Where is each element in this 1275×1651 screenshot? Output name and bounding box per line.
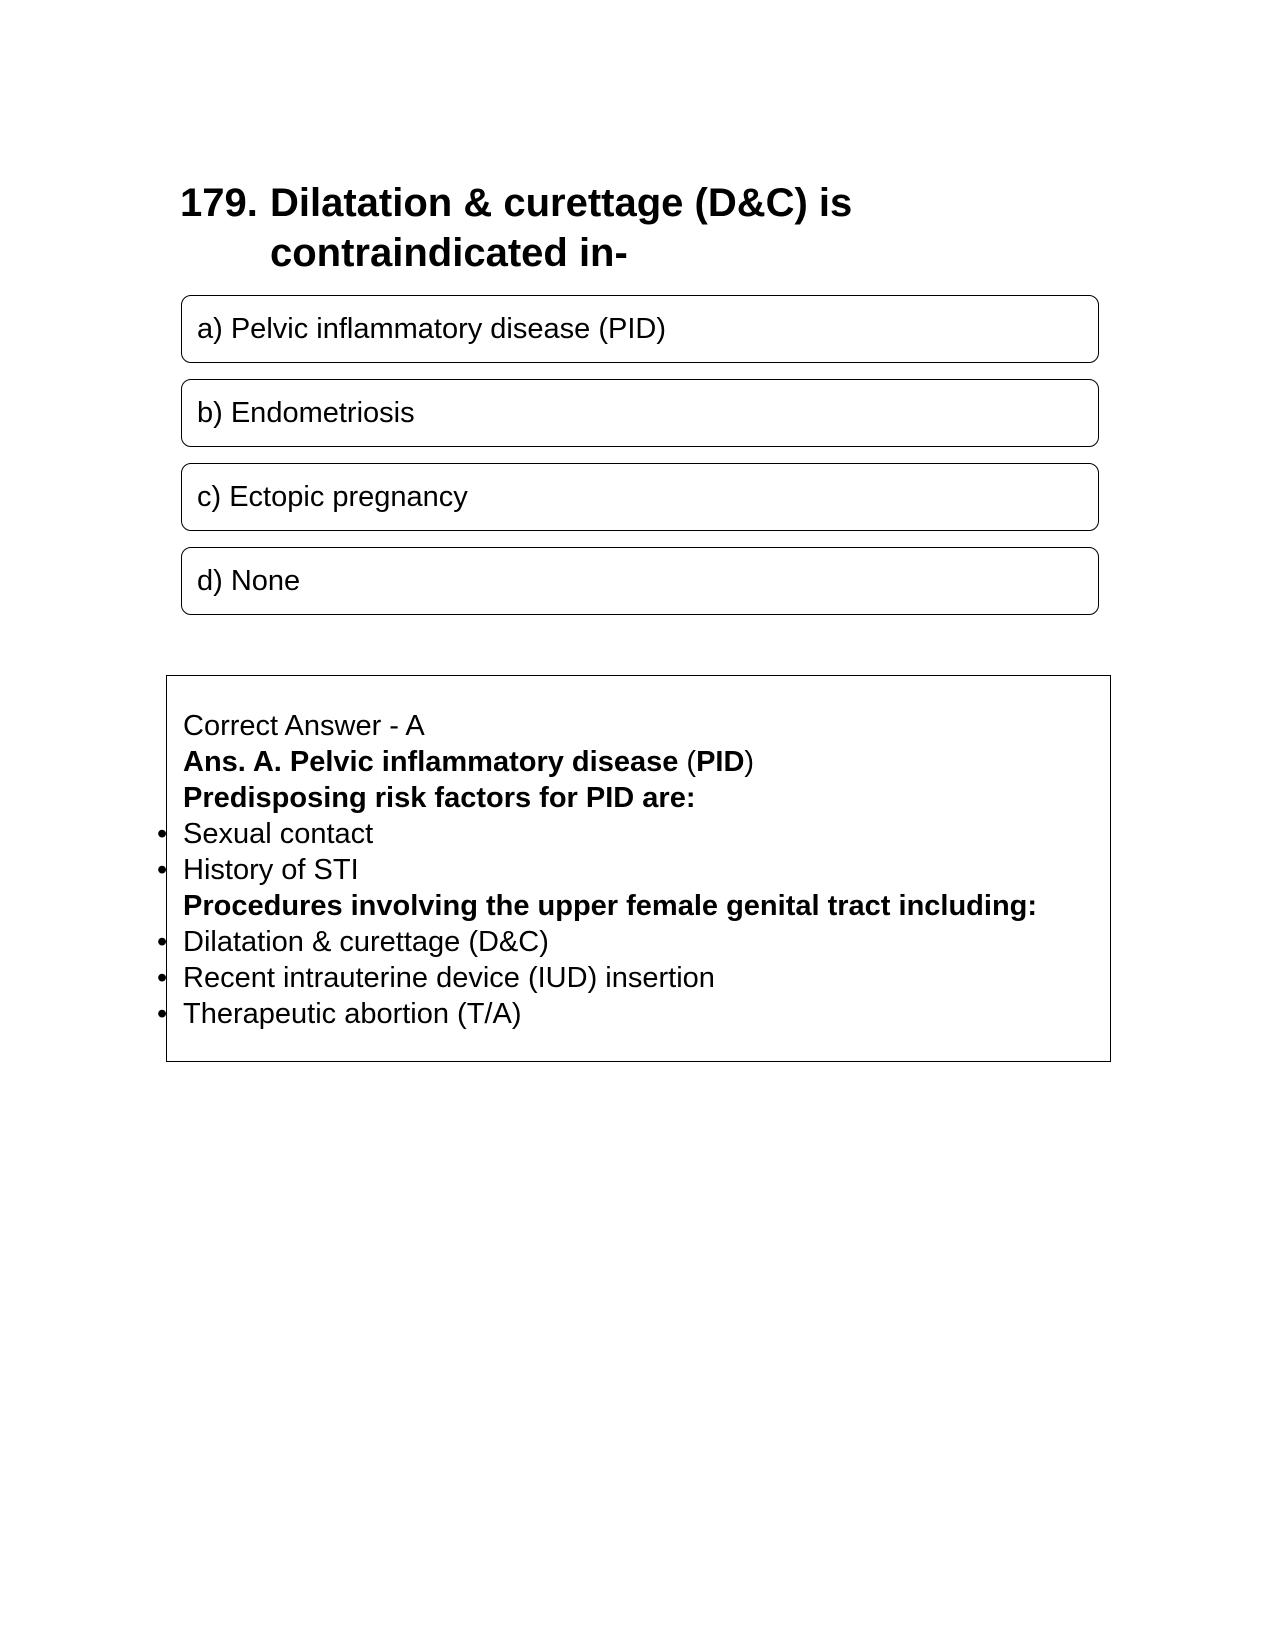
bullet-icon: • xyxy=(157,818,168,850)
option-c-label: c) Ectopic pregnancy xyxy=(197,480,468,513)
correct-answer-line: Correct Answer - A xyxy=(183,710,425,742)
answer-open-paren: ( xyxy=(678,746,697,778)
answer-abbr: PID xyxy=(696,746,745,778)
bullet-icon: • xyxy=(157,926,168,958)
procedure-text: Therapeutic abortion (T/A) xyxy=(183,998,522,1030)
option-a[interactable] xyxy=(181,295,1099,363)
answer-title: Ans. A. Pelvic inflammatory disease xyxy=(183,746,679,778)
procedure-item xyxy=(157,996,1110,1032)
question-heading xyxy=(180,178,940,278)
answer-title-line xyxy=(183,744,1110,780)
procedure-item xyxy=(157,960,1110,996)
option-a-label: a) Pelvic inflammatory disease (PID) xyxy=(197,312,666,345)
bullet-icon: • xyxy=(157,962,168,994)
answer-explanation-box xyxy=(157,675,1111,1062)
option-d[interactable] xyxy=(181,547,1099,615)
procedure-item xyxy=(157,924,1110,960)
procedure-text: Dilatation & curettage (D&C) xyxy=(183,926,549,958)
question-text: Dilatation & curettage (D&C) is contraindicated in- xyxy=(270,181,853,275)
options-list xyxy=(181,295,1099,631)
bullet-icon: • xyxy=(157,998,168,1030)
option-c[interactable] xyxy=(181,463,1099,531)
risk-factor-text: History of STI xyxy=(183,854,359,886)
question-number: 179. xyxy=(180,181,258,225)
bullet-icon: • xyxy=(157,854,168,886)
option-d-label: d) None xyxy=(197,564,301,597)
risk-factor-text: Sexual contact xyxy=(183,818,374,850)
risk-factor-item xyxy=(157,816,1110,852)
risk-factor-item xyxy=(157,852,1110,888)
option-b-label: b) Endometriosis xyxy=(197,396,415,429)
option-b[interactable] xyxy=(181,379,1099,447)
procedure-text: Recent intrauterine device (IUD) insertion xyxy=(183,962,715,994)
risk-factors-heading: Predisposing risk factors for PID are: xyxy=(183,782,696,814)
procedures-heading: Procedures involving the upper female genital tract including: xyxy=(183,890,1038,922)
answer-close-paren: ) xyxy=(744,746,755,778)
